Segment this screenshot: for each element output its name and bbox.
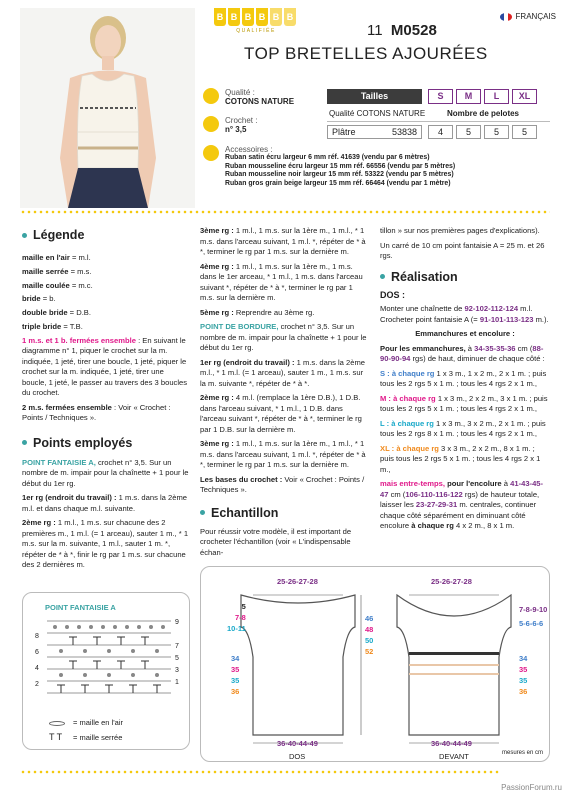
quality-value: COTONS NATURE xyxy=(225,97,295,106)
watermark: PassionForum.ru xyxy=(501,783,562,792)
bullet-icon xyxy=(380,274,385,279)
hook-value: n° 3,5 xyxy=(225,125,247,134)
color-ref: 53838 xyxy=(391,127,417,137)
pelote-count: 5 xyxy=(512,125,537,139)
accessories-info xyxy=(203,145,455,188)
logo-letter-icon: B xyxy=(256,8,268,26)
row-5: 5ème rg : Reprendre au 3ème rg. xyxy=(200,307,315,317)
border-row-2: 2ème rg : 4 m.l. (remplace la 1ère D.B.), 1 D.B. dans l'arceau suivant, * 1 m.l., 1 D.B. dans l'arceau suivant *, répéter de * à *, terminer le rg par 1 D.B. sur la dernière m. xyxy=(200,393,362,434)
dos-bottom-dims: 36-40-44-49 xyxy=(277,739,318,748)
stitch-diagram xyxy=(22,592,190,750)
dos-armhole-dims: 34 35 35 36 xyxy=(231,654,240,696)
legend-title: Légende xyxy=(33,228,85,242)
legend-closed-1: 1 m.s. et 1 b. fermées ensemble : En suivant le diagramme n° 1, piquer le crochet sur la m. indiquée, 1 jeté, tirer une boucle, 1 jeté, piquer le crochet sur la m. indiquée, 1 jeté, tirer une boucle, 1 jeté, le passer au travers des 3 boucles du crochet. xyxy=(22,335,188,398)
brand-logo xyxy=(214,8,298,42)
border-row-3: 3ème rg : 1 m.l., 1 m.s. sur la 1ère m., 1 m.l., * 1 m.s. dans l'arceau suivant, 1 m.l. *, répéter de * à *, terminer le rg par 1 m.s. sur la dernière m. xyxy=(200,439,366,469)
size-xl: XL xyxy=(512,89,537,104)
quality-info xyxy=(203,88,294,106)
echantillon-title: Echantillon xyxy=(211,505,279,520)
diagram-row-labels-right: 9 7 5 3 1 xyxy=(175,619,179,686)
unit-note: mesures en cm xyxy=(501,750,543,756)
legend-item: triple bride = T.B. xyxy=(22,321,83,331)
footer-dotted-divider xyxy=(20,770,500,774)
accessory-item: Ruban satin écru largeur 6 mm réf. 41639 (vendu par 6 mètres) xyxy=(225,154,430,161)
accessory-item: Ruban mousseline noir largeur 15 mm réf. 53322 (vendu par 5 mètres) xyxy=(225,171,454,179)
size-s-instructions: S : à chaque rg 1 x 3 m., 1 x 2 m., 2 x 1 m. ; puis tous les 2 rgs 5 x 1 m. ; tous les 4 rgs 2 x 1 m., xyxy=(380,368,547,388)
column-middle xyxy=(200,226,368,558)
devant-bottom-dims: 36-40-44-49 xyxy=(431,739,472,748)
quality-column-label: Qualité COTONS NATURE xyxy=(329,109,426,118)
chain-stitch-icon xyxy=(49,721,65,726)
devant-label: DEVANT xyxy=(439,752,469,761)
bullet-icon xyxy=(22,233,27,238)
legend-heading xyxy=(22,228,190,242)
size-xl-instructions: XL : à chaque rg 3 x 3 m., 2 x 2 m., 8 x 1 m. ; puis tous les 2 rgs 5 x 1 m. ; tous les 4 rgs 2 x 1 m., xyxy=(380,443,541,474)
language-indicator[interactable] xyxy=(500,12,556,21)
row-4: 4ème rg : 1 m.l., 1 m.s. sur la 1ère m., 1 m.s. dans le 1er arceau, * 1 m.l., 1 m.s. dans l'arceau suivant *, répéter de * à *, terminer le rg par 1 m.s. sur la dernière m. xyxy=(200,261,363,302)
yarn-ball-icon xyxy=(203,88,219,104)
diagram-legend xyxy=(49,715,123,745)
accessory-item: Ruban gros grain beige largeur 15 mm réf. 66464 (vendu par 1 mètre) xyxy=(225,179,451,187)
devant-right-dims: 7-8-9-10 5-6-6-6 xyxy=(519,605,548,628)
pelote-count: 4 xyxy=(428,125,453,139)
sizes-header: Tailles xyxy=(327,89,422,104)
devant-armhole-dims: 34 35 35 36 xyxy=(519,654,528,696)
legend-item: maille serrée = m.s. xyxy=(22,266,92,276)
dos-label: DOS : xyxy=(380,289,406,300)
column-right xyxy=(380,226,550,536)
encolure-instructions: mais entre-temps, pour l'encolure à 41-43-45-47 cm (106-110-116-122 rgs) de hauteur totale, laisser les 23-27-29-31 m. centrales, continuer chaque côté séparément en diminuant côté encolure à chaque rg 4 x 2 m., 8 x 1 m. xyxy=(380,479,544,530)
size-m-instructions: M : à chaque rg 1 x 3 m., 2 x 2 m., 3 x 1 m. ; puis tous les 2 rgs 5 x 1 m. ; tous les 4 rgs 2 x 1 m., xyxy=(380,393,548,413)
echantillon-text: Pour réussir votre modèle, il est important de crocheter l'échantillon (voir « L'indispensable échan- xyxy=(200,526,352,557)
color-name: Plâtre xyxy=(332,127,356,137)
size-l-instructions: L : à chaque rg 1 x 3 m., 3 x 2 m., 2 x 1 m. ; puis tous les 2 rgs 8 x 1 m. ; tous les 4 rgs 2 x 1 m., xyxy=(380,418,546,438)
dos-instructions: Monter une chaînette de 92-102-112-124 m.l. Crocheter point fantaisie A (= 91-101-113-123 m.). xyxy=(380,304,549,324)
pelote-count: 5 xyxy=(484,125,509,139)
logo-letter-icon: B xyxy=(242,8,254,26)
model-photo xyxy=(20,8,195,208)
emmanchures-title: Emmanchures et encolure : xyxy=(415,329,515,338)
logo-letter-icon: B xyxy=(228,8,240,26)
ref-code: M0528 xyxy=(390,22,437,39)
single-stitch-icon: T T xyxy=(49,732,63,742)
dos-left-dims: 5 7-8 10-11 xyxy=(227,602,246,633)
stitch-chart-icon xyxy=(33,617,183,701)
ref-number: 11 xyxy=(367,22,383,39)
legend-item: double bride = D.B. xyxy=(22,308,91,318)
dotted-divider xyxy=(20,210,550,214)
logo-letter-icon: B xyxy=(284,8,296,26)
model-photo-image xyxy=(20,8,195,208)
pelote-count: 5 xyxy=(456,125,481,139)
legend-item: maille en l'air = m.l. xyxy=(22,253,91,262)
logo-subtitle: QUALIFIÉE xyxy=(236,28,276,34)
bullet-icon xyxy=(22,440,27,445)
legend-closed-2: 2 m.s. fermées ensemble : Voir « Crochet : Points / Techniques ». xyxy=(22,402,171,423)
pattern-reference xyxy=(367,22,437,39)
point-row-2: 2ème rg : 1 m.l., 1 m.s. sur chacune des 2 premières m., 1 m.l. (= 1 arceau), sauter 1 m., * 1 m.s. sur la m. suivante, 1 m.l., sauter 1 m. *, répéter de * à *, finir le rg par 1 m.s. sur chacune des 2 dernières m. xyxy=(22,518,189,570)
accessories-label: Accessoires : xyxy=(225,145,273,154)
sizes-table xyxy=(327,88,550,140)
border-intro: POINT DE BORDURE, crochet n° 3,5. Sur un nombre de m. impair pour la chaînette + 1 pour le début du 1er rg. xyxy=(200,322,367,352)
realisation-title: Réalisation xyxy=(391,269,458,284)
legend-item: maille coulée = m.c. xyxy=(22,280,93,290)
diagram-row-labels-left: 8 6 4 2 xyxy=(35,633,39,688)
echantillon-continued: tillon » sur nos premières pages d'explications). xyxy=(380,226,540,235)
size-l: L xyxy=(484,89,509,104)
page-title: TOP BRETELLES AJOURÉES xyxy=(244,44,488,63)
garment-schema xyxy=(200,566,550,762)
dos-top-dims: 25-26-27-28 xyxy=(277,577,318,586)
row-3: 3ème rg : 1 m.l., 1 m.s. sur la 1ère m., 1 m.l., * 1 m.s. dans l'arceau suivant, 1 m.l. *, répéter de * à *, terminer le rg par 1 m.s. sur la dernière m. xyxy=(200,226,366,256)
size-s: S xyxy=(428,89,453,104)
point-fantaisie-intro: POINT FANTAISIE A, crochet n° 3,5. Sur un nombre de m. impair pour la chaînette + 1 pour le début du 1er rg. xyxy=(22,457,189,488)
pelotes-header: Nombre de pelotes xyxy=(446,109,519,118)
points-heading xyxy=(22,436,190,450)
quality-label: Qualité : xyxy=(225,88,255,97)
hook-label: Crochet : xyxy=(225,116,258,125)
diagram-title: POINT FANTAISIE A xyxy=(45,603,116,612)
legend-item: bride = b. xyxy=(22,294,56,304)
french-flag-icon xyxy=(500,13,512,21)
garment-schema-drawing xyxy=(201,567,551,763)
ribbon-icon xyxy=(203,145,219,161)
point-row-1: 1er rg (endroit du travail) : 1 m.s. dans la 2ème m.l. et dans chaque m.l. suivante. xyxy=(22,493,188,513)
logo-letter-icon: B xyxy=(270,8,282,26)
gauge-text: Un carré de 10 cm point fantaisie A = 25 m. et 26 rgs. xyxy=(380,240,545,260)
language-label: FRANÇAIS xyxy=(515,12,556,21)
legend-ml: = maille en l'air xyxy=(73,718,123,727)
column-left xyxy=(22,228,190,575)
crochet-hook-icon xyxy=(203,116,219,132)
bases-crochet: Les bases du crochet : Voir « Crochet : Points / Techniques ». xyxy=(200,474,365,494)
total-height-dims: 46 48 50 52 xyxy=(365,614,374,656)
dos-label: DOS xyxy=(289,752,306,761)
size-m: M xyxy=(456,89,481,104)
logo-letter-icon: B xyxy=(214,8,226,26)
accessory-item: Ruban mousseline écru largeur 15 mm réf. 66556 (vendu par 5 mètres) xyxy=(225,162,456,170)
hook-info xyxy=(203,116,257,134)
points-title: Points employés xyxy=(33,435,133,450)
realisation-heading xyxy=(380,270,550,284)
emmanchures-text: Pour les emmanchures, à 34-35-35-36 cm (88-90-90-94 rgs) de haut, diminuer de chaque côté : xyxy=(380,343,545,363)
border-row-1: 1er rg (endroit du travail) : 1 m.s. dans la 2ème m.l., * 1 m.l. (= 1 arceau), sauter 1 m., 1 m.s. sur la m. suivante *, répéter de * à *. xyxy=(200,357,366,388)
echantillon-heading xyxy=(200,506,368,520)
bullet-icon xyxy=(200,510,205,515)
devant-top-dims: 25-26-27-28 xyxy=(431,577,472,586)
legend-ms: = maille serrée xyxy=(73,733,123,742)
